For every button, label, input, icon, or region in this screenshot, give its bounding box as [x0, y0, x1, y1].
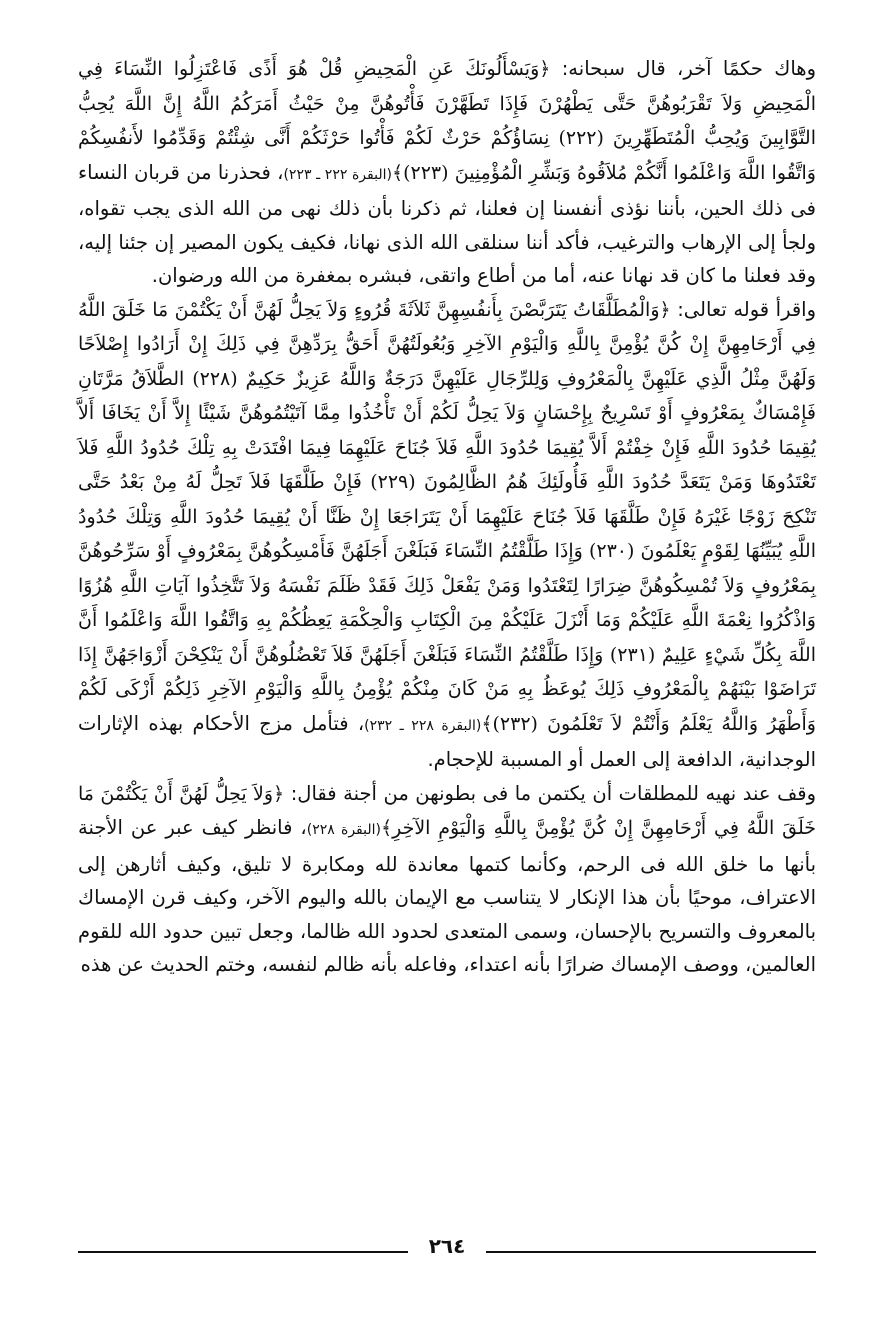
paragraph-1-reference: (البقرة ٢٢٢ ـ ٢٢٣) [283, 166, 392, 183]
page-body [78, 52, 816, 982]
paragraph-3-reference: (البقرة ٢٢٨) [306, 822, 381, 838]
paragraph-3-intro: وقف عند نهيه للمطلقات أن يكتمن ما فى بطونهن من أجنة فقال: [284, 781, 816, 805]
paragraph-3-outro: ، فانظر كيف عبر عن الأجنة بأنها ما خلق الله فى الرحم، وكأنما كتمها معاندة لله ومكابرة لا تليق، وكيف أثارهن إلى الاعتراف، موحيًا بأن هذا الإنكار لا يتناسب مع الإيمان بالله واليوم الآخر، وكيف قرن الإمساك بالمعروف والتسريح بالإحسان، وسمى المتعدى لحدود الله ظالما، وجعل تبين حدود الله للقوم العالمين، ووصف الإمساك ضرارًا بأنه اعتداء، وفاعله بأنه ظالم لنفسه، وختم الحديث عن هذه [78, 816, 816, 976]
paragraph-3-quran-quote: ﴿وَلاَ يَحِلُّ لَهُنَّ أَنْ يَكْتُمْنَ مَا خَلَقَ اللَّهُ فِي أَرْحَامِهِنَّ إِنْ كُنَّ يُؤْمِنَّ بِاللَّهِ وَالْيَوْمِ الآخِرِ﴾ [78, 782, 817, 839]
paragraph-2-quran-quote: ﴿وَالْمُطَلَّقَاتُ يَتَرَبَّصْنَ بِأَنفُسِهِنَّ ثَلاَثَةَ قُرُوءٍ وَلاَ يَحِلُّ لَهُنَّ أَنْ يَكْتُمْنَ مَا خَلَقَ اللَّهُ فِي أَرْحَامِهِنَّ إِنْ كُنَّ يُؤْمِنَّ بِاللَّهِ وَالْيَوْمِ الآخِرِ وَبُعُولَتُهُنَّ أَحَقُّ بِرَدِّهِنَّ فِي ذَلِكَ إِنْ أَرَادُوا إِصْلاَحًا وَلَهُنَّ مِثْلُ الَّذِي عَلَيْهِنَّ بِالْمَعْرُوفِ وَلِلرِّجَالِ عَلَيْهِنَّ دَرَجَةٌ وَاللَّهُ عَزِيزٌ حَكِيمٌ (٢٢٨) الطَّلاَقُ مَرَّتَانِ فَإِمْسَاكٌ بِمَعْرُوفٍ أَوْ تَسْرِيحٌ بِإِحْسَانٍ وَلاَ يَحِلُّ لَكُمْ أَنْ تَأْخُذُوا مِمَّا آتَيْتُمُوهُنَّ شَيْئًا إِلاَّ أَنْ يَخَافَا أَلاَّ يُقِيمَا حُدُودَ اللَّهِ فَإِنْ خِفْتُمْ أَلاَّ يُقِيمَا حُدُودَ اللَّهِ فَلاَ جُنَاحَ عَلَيْهِمَا فِيمَا افْتَدَتْ بِهِ تِلْكَ حُدُودُ اللَّهِ فَلاَ تَعْتَدُوهَا وَمَنْ يَتَعَدَّ حُدُودَ اللَّهِ فَأُولَئِكَ هُمُ الظَّالِمُونَ (٢٢٩) فَإِنْ طَلَّقَهَا فَلاَ تَحِلُّ لَهُ مِنْ بَعْدُ حَتَّى تَنْكِحَ زَوْجًا غَيْرَهُ فَإِنْ طَلَّقَهَا فَلاَ جُنَاحَ عَلَيْهِمَا أَنْ يَتَرَاجَعَا إِنْ ظَنَّا أَنْ يُقِيمَا حُدُودَ اللَّهِ وَتِلْكَ حُدُودُ اللَّهِ يُبَيِّنُهَا لِقَوْمٍ يَعْلَمُونَ (٢٣٠) وَإِذَا طَلَّقْتُمُ النِّسَاءَ فَبَلَغْنَ أَجَلَهُنَّ فَأَمْسِكُوهُنَّ بِمَعْرُوفٍ أَوْ سَرِّحُوهُنَّ بِمَعْرُوفٍ وَلاَ تُمْسِكُوهُنَّ ضِرَارًا لِتَعْتَدُوا وَمَنْ يَفْعَلْ ذَلِكَ فَقَدْ ظَلَمَ نَفْسَهُ وَلاَ تَتَّخِذُوا آيَاتِ اللَّهِ هُزُوًا وَاذْكُرُوا نِعْمَةَ اللَّهِ عَلَيْكُمْ وَمَا أَنْزَلَ عَلَيْكُمْ مِنَ الْكِتَابِ وَالْحِكْمَةِ يَعِظُكُمْ بِهِ وَاتَّقُوا اللَّهَ وَاعْلَمُوا أَنَّ اللَّهَ بِكُلِّ شَيْءٍ عَلِيمٌ (٢٣١) وَإِذَا طَلَّقْتُمُ النِّسَاءَ فَبَلَغْنَ أَجَلَهُنَّ فَلاَ تَعْضُلُوهُنَّ أَنْ يَنْكِحْنَ أَزْوَاجَهُنَّ إِذَا تَرَاضَوْا بَيْنَهُمْ بِالْمَعْرُوفِ ذَلِكَ يُوعَظُ بِهِ مَنْ كَانَ مِنْكُمْ يُؤْمِنُ بِاللَّهِ وَالْيَوْمِ الآخِرِ ذَلِكُمْ أَزْكَى لَكُمْ وَأَطْهَرُ وَاللَّهُ يَعْلَمُ وَأَنْتُمْ لاَ تَعْلَمُونَ (٢٣٢)﴾ [78, 298, 817, 735]
paragraph-2-intro: واقرأ قوله تعالى: [670, 297, 817, 321]
paragraph-1-quran-quote: ﴿وَيَسْأَلُونَكَ عَنِ الْمَحِيضِ قُلْ هُوَ أَذًى فَاعْتَزِلُوا النِّسَاءَ فِي الْمَحِيضِ وَلاَ تَقْرَبُوهُنَّ حَتَّى يَطْهُرْنَ فَإِذَا تَطَهَّرْنَ فَأْتُوهُنَّ مِنْ حَيْثُ أَمَرَكُمُ اللَّهُ إِنَّ اللَّهَ يُحِبُّ التَّوَّابِينَ وَيُحِبُّ الْمُتَطَهِّرِينَ (٢٢٢) نِسَاؤُكُمْ حَرْثٌ لَكُمْ فَأْتُوا حَرْثَكُمْ أَنَّى شِئْتُمْ وَقَدِّمُوا لأَنفُسِكُمْ وَاتَّقُوا اللَّهَ وَاعْلَمُوا أَنَّكُمْ مُلاَقُوهُ وَبَشِّرِ الْمُؤْمِنِينَ (٢٢٣)﴾ [78, 58, 816, 184]
paragraph-1-outro: ، فحذرنا من قربان النساء فى ذلك الحين، بأننا نؤذى أنفسنا إن فعلنا، ثم ذكرنا بأن ذلك نهى من الله الذى يجب تقواه، ولجأ إلى الإرهاب والترغيب، فأكد أننا سنلقى الله الذى نهانا، فكيف يكون المصير إن جئنا إليه، وقد فعلنا ما كان قد نهانا عنه، أما من أطاع واتقى، فبشره بمغفرة من الله ورضوان. [78, 160, 816, 287]
paragraph-3 [78, 777, 816, 982]
paragraph-2-reference: (البقرة ٢٢٨ ـ ٢٣٢) [364, 717, 482, 734]
footer-rule-left [78, 1251, 408, 1253]
paragraph-1-intro: وهاك حكمًا آخر، قال سبحانه: [550, 57, 816, 80]
paragraph-2-outro: ، فتأمل مزج الأحكام بهذه الإثارات الوجدانية، الدافعة إلى العمل أو المسببة للإحجام. [78, 711, 816, 771]
page-number: ٢٦٤ [428, 1234, 466, 1258]
page-footer [78, 1234, 816, 1264]
paragraph-2 [78, 293, 816, 777]
paragraph-1 [78, 52, 816, 293]
